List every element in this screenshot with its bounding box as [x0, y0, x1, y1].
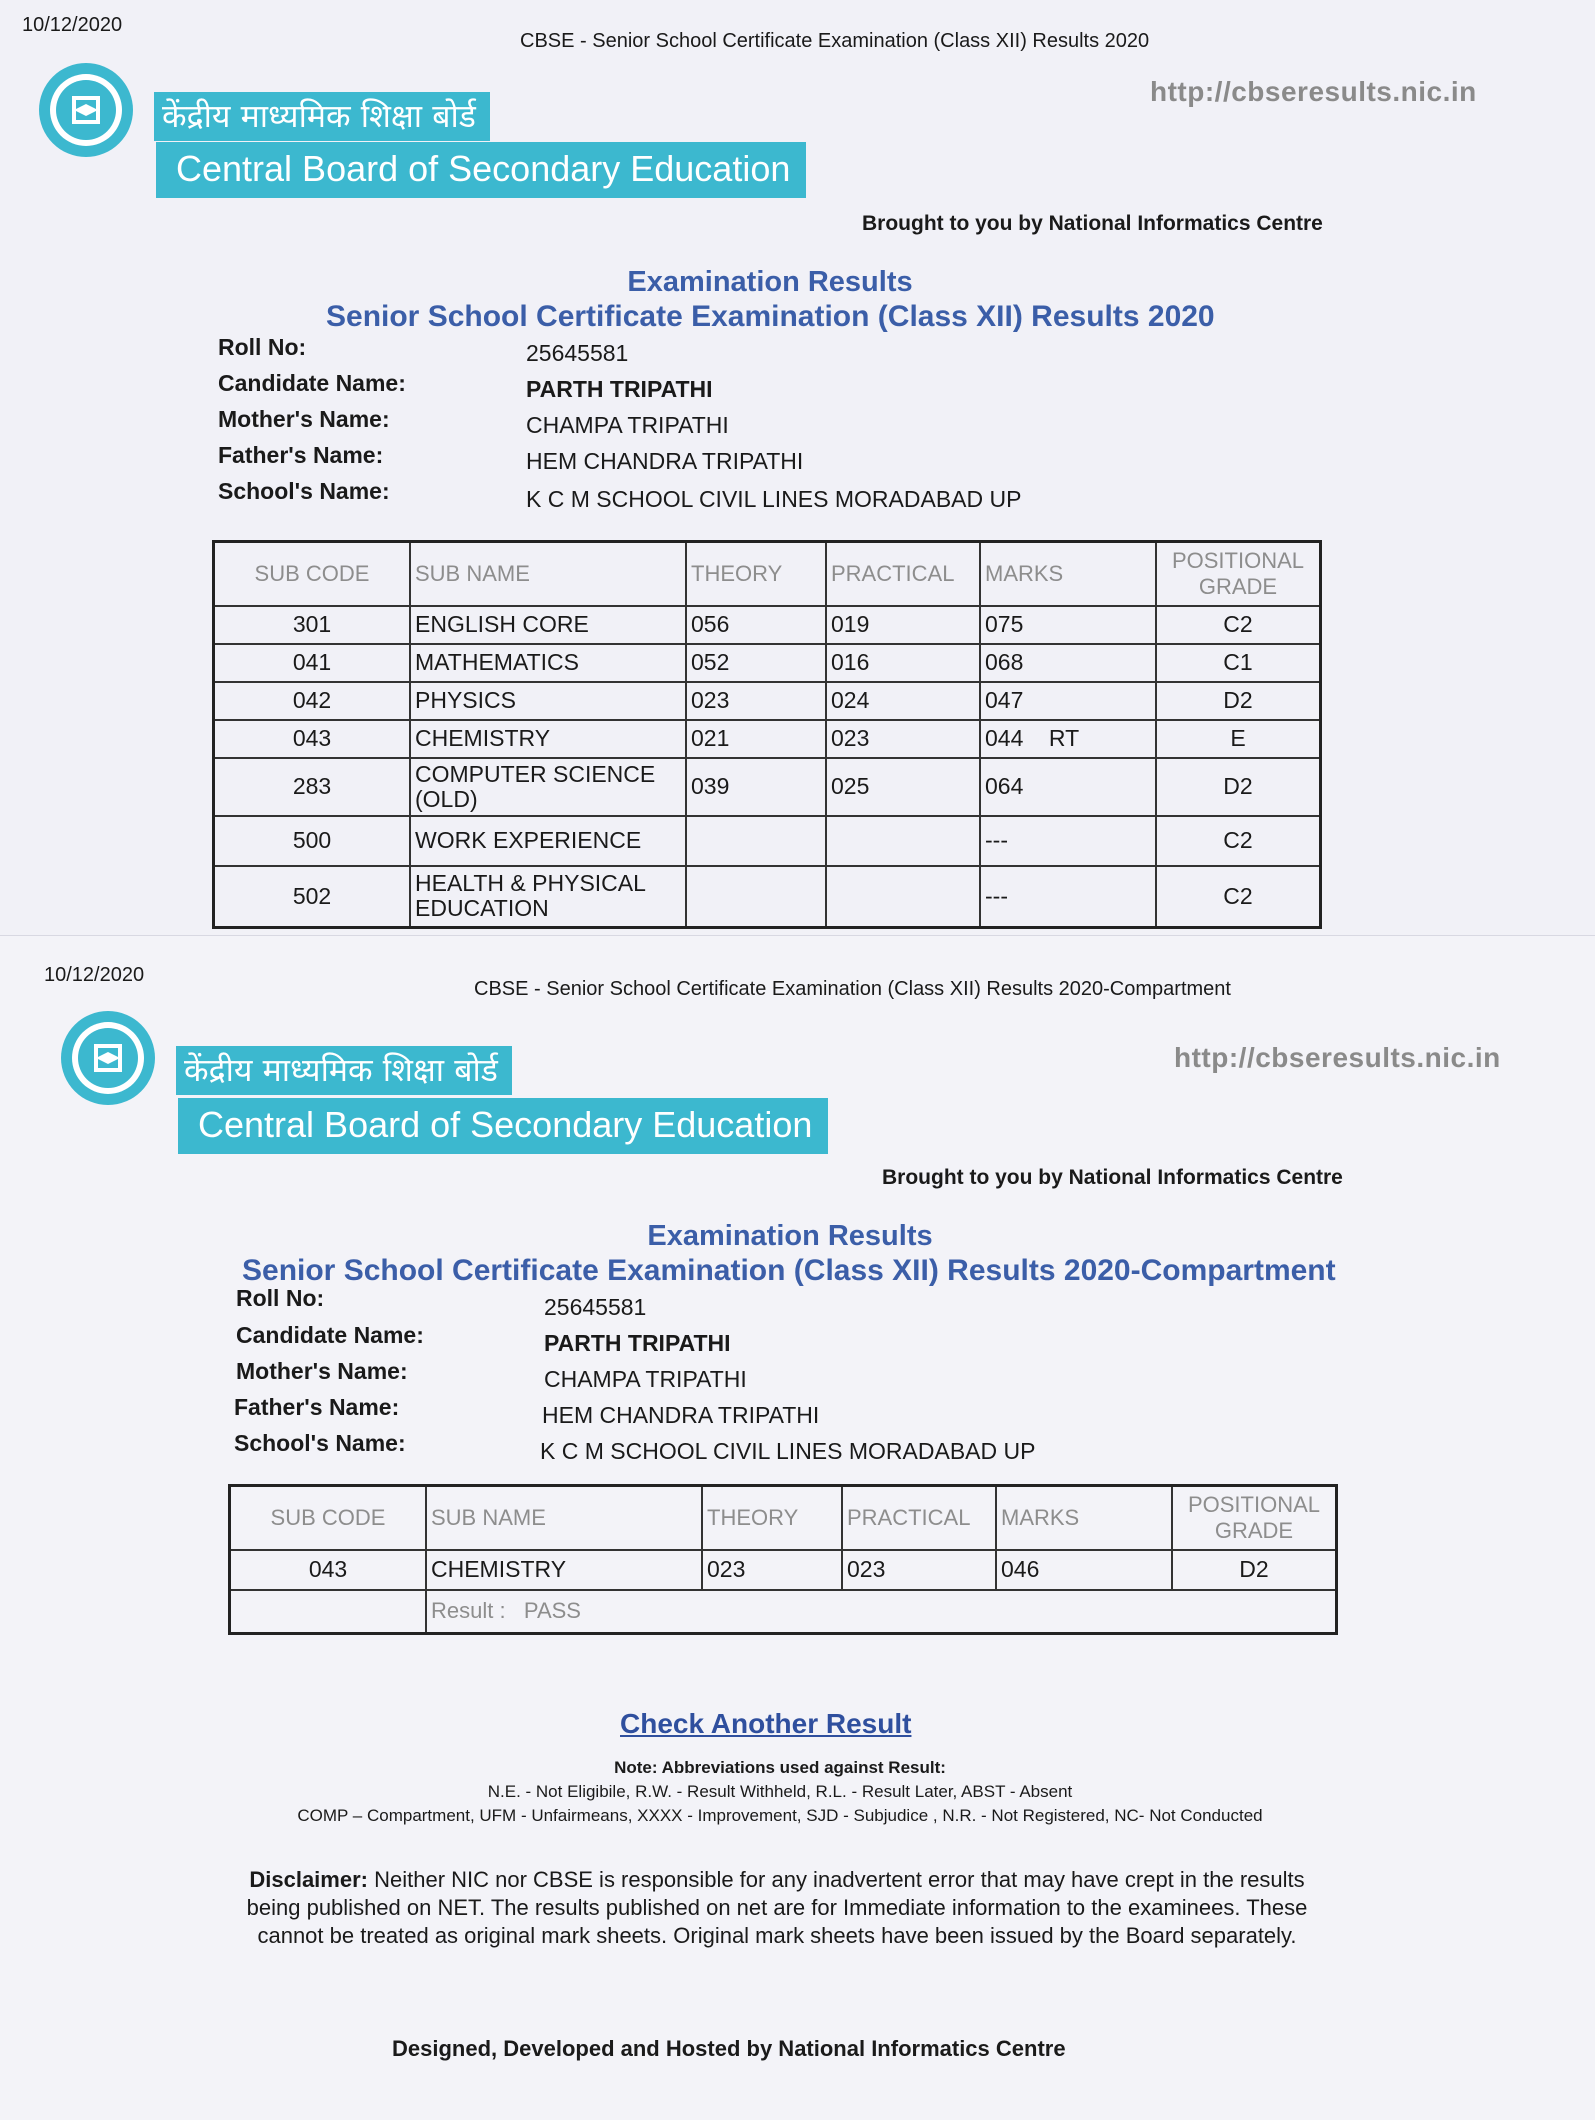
- grade: C2: [1156, 816, 1321, 866]
- print-date: 10/12/2020: [44, 964, 145, 986]
- practical: 019: [826, 606, 980, 644]
- grade: C2: [1156, 866, 1321, 928]
- col-sub-name: SUB NAME: [410, 542, 686, 606]
- site-url[interactable]: http://cbseresults.nic.in: [1150, 76, 1477, 107]
- sub-code: 500: [214, 816, 411, 866]
- col-marks: MARKS: [980, 542, 1156, 606]
- col-grade-line1: POSITIONAL: [1187, 1491, 1321, 1517]
- theory: 023: [702, 1550, 842, 1590]
- note-line-2: COMP – Compartment, UFM - Unfairmeans, XXXX - Improvement, SJD - Subjudice , N.R. - Not Registered, NC- Not Conducted: [297, 1806, 1263, 1825]
- theory: [686, 866, 826, 928]
- sub-code: 502: [214, 866, 411, 928]
- sub-code: 043: [214, 720, 411, 758]
- compartment-marks-table: [228, 1484, 1338, 1635]
- board-name-english: Central Board of Secondary Education: [156, 142, 806, 198]
- school-label: School's Name:: [234, 1430, 406, 1456]
- disclaimer-text: Neither NIC nor CBSE is responsible for any inadvertent error that may have crept in the results being published on NET. The results published on net are for Immediate information to the examinees. These cannot be treated as original mark sheets. Original mark sheets have been issued by the Board separately.: [246, 1867, 1308, 1948]
- sub-code: 041: [214, 644, 411, 682]
- marks: 075: [980, 606, 1156, 644]
- table-header-row: [230, 1486, 1337, 1550]
- col-grade-line2: GRADE: [1214, 1517, 1294, 1543]
- board-name-hindi: केंद्रीय माध्यमिक शिक्षा बोर्ड: [176, 1046, 512, 1095]
- sub-name-line2: EDUCATION: [415, 895, 549, 922]
- result-status: Result : PASS: [426, 1590, 1337, 1634]
- sub-name-cell: [410, 866, 686, 928]
- sub-code: 043: [230, 1550, 427, 1590]
- note-line-1: N.E. - Not Eligibile, R.W. - Result Withheld, R.L. - Result Later, ABST - Absent: [487, 1782, 1073, 1801]
- exam-results-subtitle: Senior School Certificate Examination (Class XII) Results 2020: [326, 300, 1215, 333]
- cbse-emblem-icon: [58, 1008, 158, 1108]
- grade: C1: [1156, 644, 1321, 682]
- table-row: [214, 720, 1321, 758]
- sub-name: HEALTH & PHYSICAL: [415, 870, 646, 897]
- practical: [826, 866, 980, 928]
- practical: [826, 816, 980, 866]
- marks-table: [212, 540, 1322, 929]
- result-row-empty-cell: [230, 1590, 427, 1634]
- table-row: [214, 816, 1321, 866]
- sub-name: MATHEMATICS: [410, 644, 686, 682]
- sub-code: 283: [214, 758, 411, 816]
- col-marks: MARKS: [996, 1486, 1172, 1550]
- sub-name: WORK EXPERIENCE: [410, 816, 686, 866]
- footer-credit: Designed, Developed and Hosted by National Informatics Centre: [392, 2036, 1066, 2061]
- theory: 039: [686, 758, 826, 816]
- col-sub-name: SUB NAME: [426, 1486, 702, 1550]
- col-sub-code: SUB CODE: [230, 1486, 427, 1550]
- col-practical: PRACTICAL: [826, 542, 980, 606]
- brought-by-text: Brought to you by National Informatics Centre: [862, 212, 1323, 235]
- roll-label: Roll No:: [236, 1285, 325, 1311]
- sub-name-cell: [410, 758, 686, 816]
- sub-name: COMPUTER SCIENCE: [415, 760, 656, 787]
- table-row: [230, 1550, 1337, 1590]
- exam-results-title: Examination Results: [627, 266, 913, 298]
- sub-name: CHEMISTRY: [426, 1550, 702, 1590]
- disclaimer-label: Disclaimer:: [249, 1867, 368, 1892]
- marks: 044 RT: [980, 720, 1156, 758]
- print-date: 10/12/2020: [22, 14, 123, 36]
- sub-code: 301: [214, 606, 411, 644]
- marks: 068: [980, 644, 1156, 682]
- mother-label: Mother's Name:: [218, 406, 390, 432]
- grade: E: [1156, 720, 1321, 758]
- col-grade: [1156, 542, 1321, 606]
- table-row: [214, 682, 1321, 720]
- grade: D2: [1156, 682, 1321, 720]
- roll-label: Roll No:: [218, 334, 307, 360]
- result-page-2020-compartment: [0, 935, 1595, 2120]
- marks: 046: [996, 1550, 1172, 1590]
- theory: 021: [686, 720, 826, 758]
- marks: 064: [980, 758, 1156, 816]
- col-grade-line2: GRADE: [1198, 573, 1278, 599]
- mother-value: CHAMPA TRIPATHI: [526, 412, 729, 438]
- candidate-value: PARTH TRIPATHI: [544, 1330, 731, 1356]
- col-grade-line1: POSITIONAL: [1171, 547, 1305, 573]
- candidate-label: Candidate Name:: [218, 370, 406, 396]
- check-another-result-link[interactable]: Check Another Result: [620, 1708, 912, 1739]
- table-row: [214, 758, 1321, 816]
- result-row: [230, 1590, 1337, 1634]
- table-row: [214, 866, 1321, 928]
- board-name-hindi: केंद्रीय माध्यमिक शिक्षा बोर्ड: [154, 92, 490, 141]
- grade: C2: [1156, 606, 1321, 644]
- mother-value: CHAMPA TRIPATHI: [544, 1366, 747, 1392]
- cbse-emblem-icon: [36, 60, 136, 160]
- school-value: K C M SCHOOL CIVIL LINES MORADABAD UP: [526, 486, 1022, 512]
- practical: 023: [842, 1550, 996, 1590]
- theory: 052: [686, 644, 826, 682]
- theory: 056: [686, 606, 826, 644]
- candidate-label: Candidate Name:: [236, 1322, 424, 1348]
- roll-value: 25645581: [544, 1294, 647, 1320]
- exam-results-subtitle: Senior School Certificate Examination (Class XII) Results 2020-Compartment: [242, 1254, 1336, 1287]
- theory: [686, 816, 826, 866]
- roll-value: 25645581: [526, 340, 629, 366]
- practical: 025: [826, 758, 980, 816]
- sub-name: ENGLISH CORE: [410, 606, 686, 644]
- practical: 023: [826, 720, 980, 758]
- candidate-value: PARTH TRIPATHI: [526, 376, 713, 402]
- father-value: HEM CHANDRA TRIPATHI: [542, 1402, 820, 1428]
- col-practical: PRACTICAL: [842, 1486, 996, 1550]
- sub-name: CHEMISTRY: [410, 720, 686, 758]
- result-page-2020: [0, 0, 1595, 930]
- practical: 024: [826, 682, 980, 720]
- theory: 023: [686, 682, 826, 720]
- table-row: [214, 644, 1321, 682]
- col-theory: THEORY: [702, 1486, 842, 1550]
- board-name-english: Central Board of Secondary Education: [178, 1098, 828, 1154]
- marks: ---: [980, 816, 1156, 866]
- grade: D2: [1156, 758, 1321, 816]
- marks: 047: [980, 682, 1156, 720]
- col-grade: [1172, 1486, 1337, 1550]
- sub-code: 042: [214, 682, 411, 720]
- exam-results-title: Examination Results: [647, 1220, 933, 1252]
- school-value: K C M SCHOOL CIVIL LINES MORADABAD UP: [540, 1438, 1036, 1464]
- marks: ---: [980, 866, 1156, 928]
- sub-name-line2: (OLD): [415, 785, 478, 812]
- table-row: [214, 606, 1321, 644]
- disclaimer: [222, 1866, 1332, 1950]
- print-header: CBSE - Senior School Certificate Examination (Class XII) Results 2020-Compartment: [474, 978, 1231, 1000]
- col-sub-code: SUB CODE: [214, 542, 411, 606]
- practical: 016: [826, 644, 980, 682]
- school-label: School's Name:: [218, 478, 390, 504]
- print-header: CBSE - Senior School Certificate Examination (Class XII) Results 2020: [520, 30, 1150, 52]
- grade: D2: [1172, 1550, 1337, 1590]
- father-label: Father's Name:: [234, 1394, 400, 1420]
- father-value: HEM CHANDRA TRIPATHI: [526, 448, 804, 474]
- table-header-row: [214, 542, 1321, 606]
- site-url[interactable]: http://cbseresults.nic.in: [1174, 1042, 1501, 1073]
- sub-name: PHYSICS: [410, 682, 686, 720]
- brought-by-text: Brought to you by National Informatics Centre: [882, 1166, 1343, 1189]
- father-label: Father's Name:: [218, 442, 384, 468]
- mother-label: Mother's Name:: [236, 1358, 408, 1384]
- col-theory: THEORY: [686, 542, 826, 606]
- note-title: Note: Abbreviations used against Result:: [614, 1758, 946, 1777]
